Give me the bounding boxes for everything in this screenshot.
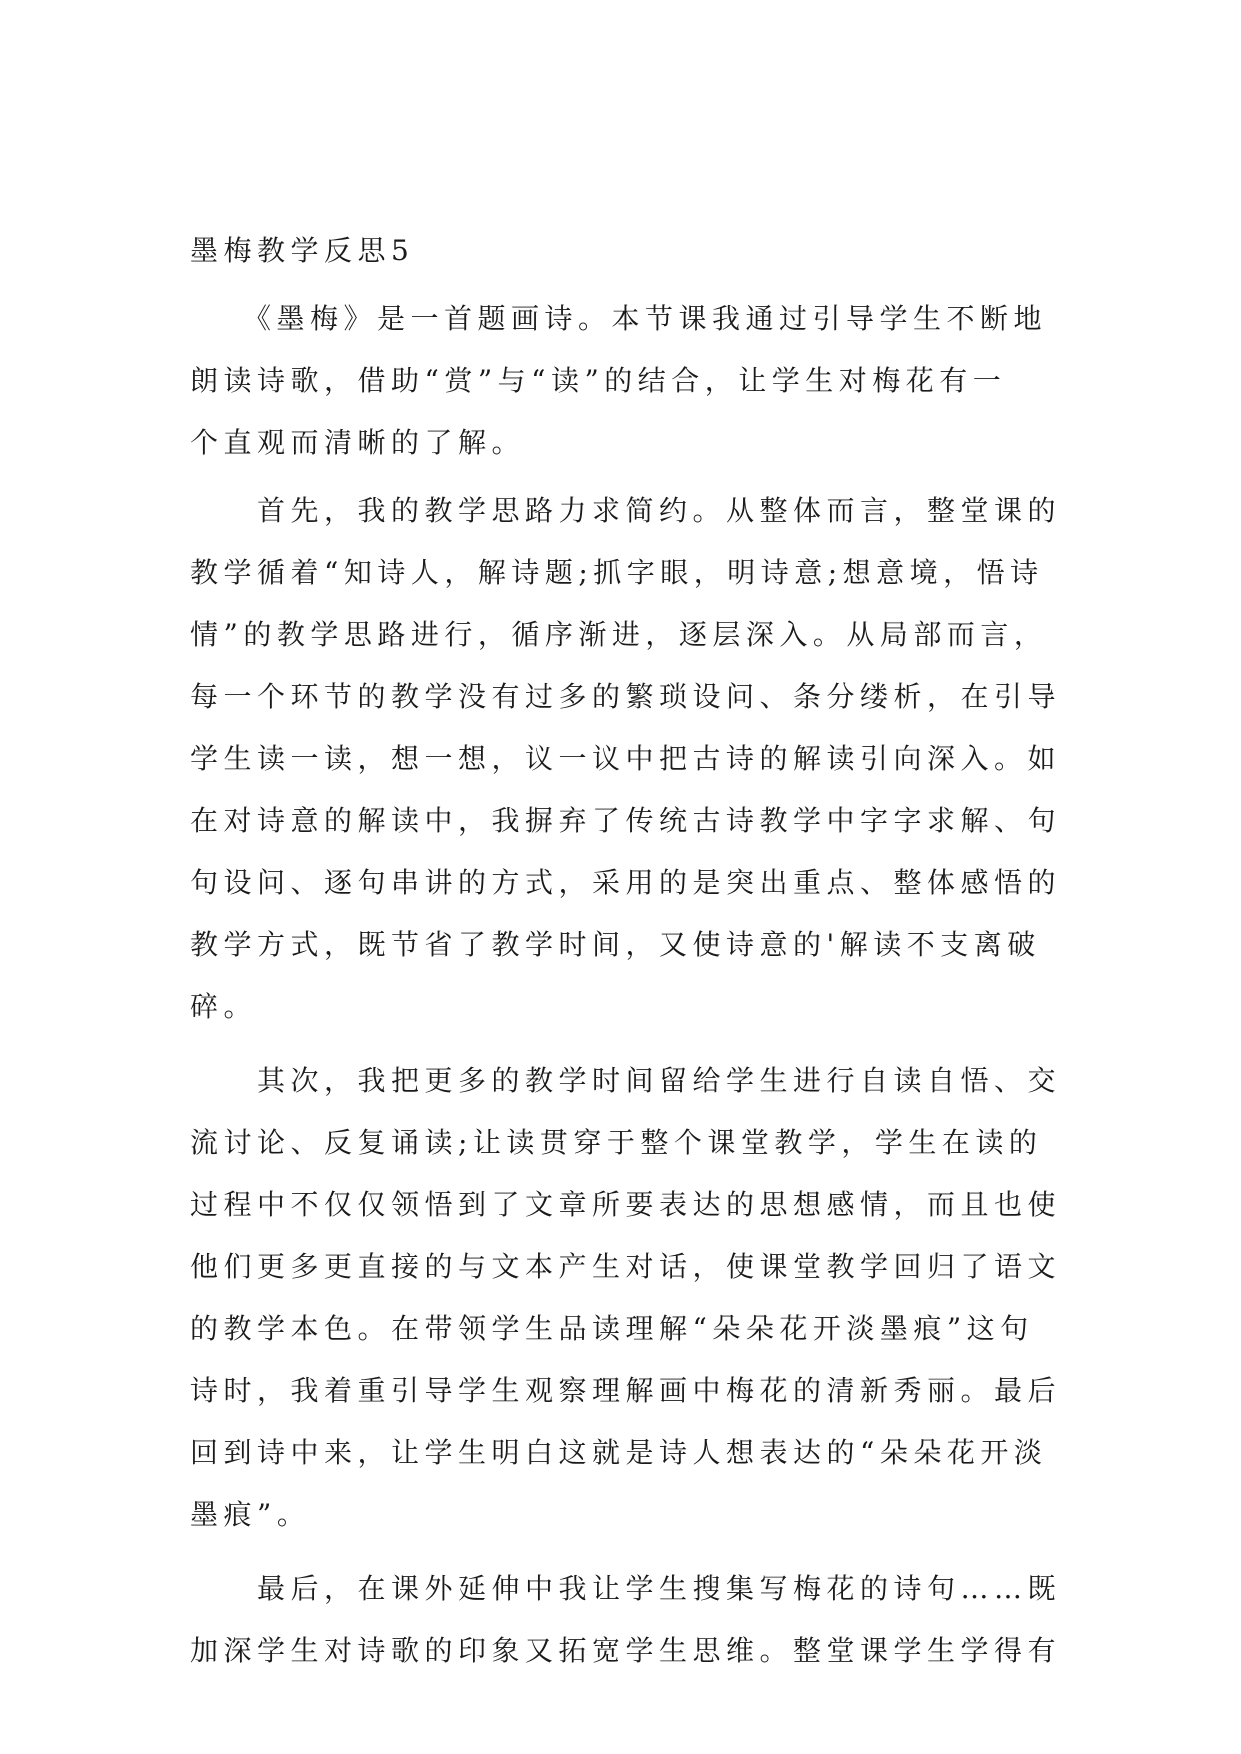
text-line: 个直观而清晰的了解。 [190,426,526,459]
text-line: 在对诗意的解读中，我摒弃了传统古诗教学中字字求解、句 [190,804,1062,837]
text-line: 他们更多更直接的与文本产生对话，使课堂教学回归了语文 [190,1250,1062,1283]
text-line: 《墨梅》是一首题画诗。本节课我通过引导学生不断地 [190,302,1048,335]
text-line: 流讨论、反复诵读;让读贯穿于整个课堂教学，学生在读的 [190,1126,1043,1159]
text-line: 诗时，我着重引导学生观察理解画中梅花的清新秀丽。最后 [190,1374,1062,1407]
text-line: 情”的教学思路进行，循序渐进，逐层深入。从局部而言， [190,618,1048,651]
text-line: 墨痕”。 [190,1498,311,1531]
text-line: 的教学本色。在带领学生品读理解“朵朵花开淡墨痕”这句 [190,1312,1034,1345]
text-line: 朗读诗歌，借助“赏”与“读”的结合，让学生对梅花有一 [190,364,1007,397]
text-line: 最后，在课外延伸中我让学生搜集写梅花的诗句……既 [190,1572,1062,1605]
text-line: 学生读一读，想一想，议一议中把古诗的解读引向深入。如 [190,742,1062,775]
text-line: 每一个环节的教学没有过多的繁琐设问、条分缕析，在引导 [190,680,1062,713]
paragraph-1 [190,288,1047,474]
text-line: 句设问、逐句串讲的方式，采用的是突出重点、整体感悟的 [190,866,1062,899]
text-line: 首先，我的教学思路力求简约。从整体而言，整堂课的 [190,494,1062,527]
paragraph-4 [190,1558,1061,1682]
text-line: 教学方式，既节省了教学时间，又使诗意的'解读不支离破 [190,928,1041,961]
text-line: 回到诗中来，让学生明白这就是诗人想表达的“朵朵花开淡 [190,1436,1048,1469]
text-line: 加深学生对诗歌的印象又拓宽学生思维。整堂课学生学得有 [190,1634,1062,1667]
text-line: 碎。 [190,990,258,1023]
text-line: 其次，我把更多的教学时间留给学生进行自读自悟、交 [190,1064,1062,1097]
document-title: 墨梅教学反思5 [190,234,415,267]
paragraph-2 [190,480,1061,1038]
paragraph-3 [190,1050,1061,1546]
text-line: 教学循着“知诗人，解诗题;抓字眼，明诗意;想意境，悟诗 [190,556,1044,589]
text-line: 过程中不仅仅领悟到了文章所要表达的思想感情，而且也使 [190,1188,1062,1221]
